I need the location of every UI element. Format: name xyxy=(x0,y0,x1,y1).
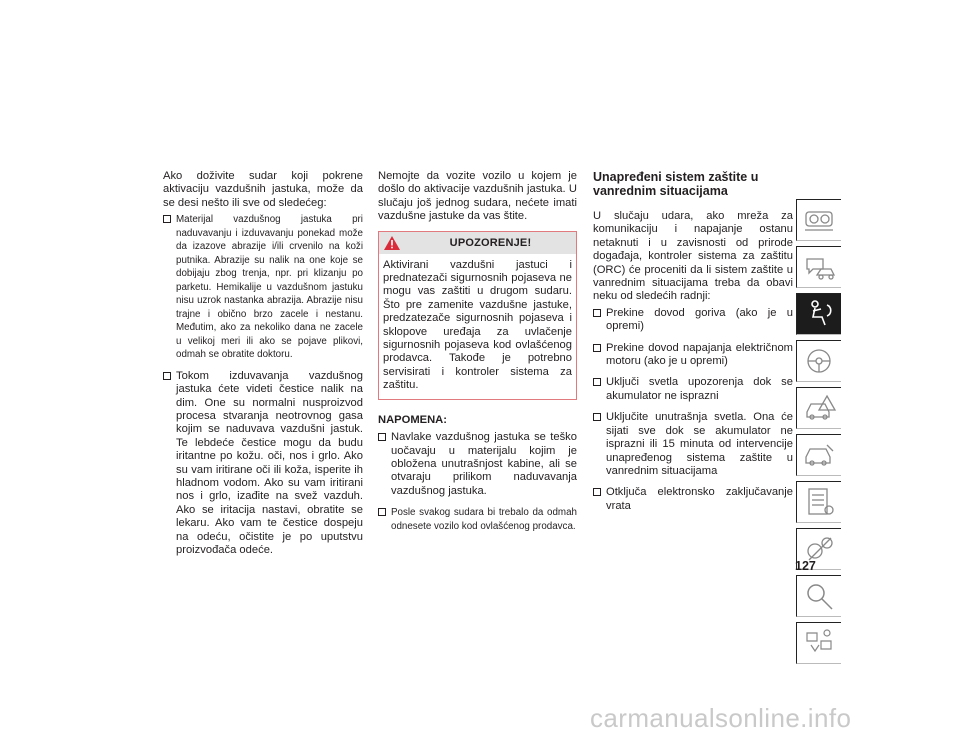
list-item xyxy=(163,370,363,558)
left-column xyxy=(163,170,363,565)
tab-keys[interactable] xyxy=(796,246,841,288)
warning-triangle-icon xyxy=(384,236,400,250)
list-item xyxy=(593,486,793,513)
notes-list xyxy=(378,431,577,533)
warning-text: Aktivirani vazdušni jastuci i prednatezači sigurnosnih pojaseva ne mogu vas zaštiti u drugom sudaru. Što pre zamenite vazdušne jastuke, predzatezače sigurnosnih pojaseva i sklopove uređaja za uvlačenje sigurnosnih pojaseva kod ovlašćenog prodavca. Takođe je potrebno servisirati i kontroler sistema za zaštitu. xyxy=(383,258,572,392)
car-warning-icon xyxy=(803,392,837,424)
square-bullet-icon xyxy=(378,508,386,516)
square-bullet-icon xyxy=(593,309,601,317)
square-bullet-icon xyxy=(593,488,601,496)
tab-languages[interactable] xyxy=(796,622,841,664)
square-bullet-icon xyxy=(163,215,171,223)
list-item xyxy=(163,213,363,362)
list-item-text: Uključite unutrašnja svetla. Ona će sijati sve dok se akumulator ne isprazni ili 15 minuta od intervencije unapređenog sistema zaštite u vanrednim situacijama xyxy=(606,411,793,477)
warning-box xyxy=(378,231,577,400)
languages-icon xyxy=(803,627,837,659)
list-item-text: Prekine dovod napajanja električnom motoru (ako je u opremi) xyxy=(606,341,793,368)
steering-wheel-icon xyxy=(803,345,837,377)
tab-dashboard[interactable] xyxy=(796,199,841,241)
square-bullet-icon xyxy=(378,433,386,441)
list-item-text: Otključa elektronsko zaključavanje vrata xyxy=(606,486,793,512)
chapter-tabs xyxy=(796,199,841,669)
page-number: 127 xyxy=(795,559,816,573)
car-key-message-icon xyxy=(803,251,837,283)
list-item xyxy=(378,506,577,533)
tab-index[interactable] xyxy=(796,575,841,617)
list-item xyxy=(593,376,793,403)
search-index-icon xyxy=(803,580,837,612)
intro-paragraph: Nemojte da vozite vozilo u kojem je došlo do aktivacije vazdušnih jastuka. U slučaju još jednog sudara, nećete imati vazdušne jastuke da vas štite. xyxy=(378,170,577,223)
watermark: carmanualsonline.info xyxy=(590,703,852,733)
intro-paragraph: Ako doživite sudar koji pokrene aktivaciju vazdušnih jastuka, može da se desi nešto ili sve od sledećeg: xyxy=(163,170,363,209)
list-item xyxy=(593,411,793,478)
section-heading: Unapređeni sistem zaštite u vanrednim situacijama xyxy=(593,170,759,198)
square-bullet-icon xyxy=(593,413,601,421)
seated-airbag-person-icon xyxy=(803,298,837,330)
maintenance-list-icon xyxy=(803,486,837,518)
effects-list xyxy=(163,213,363,557)
tab-driving[interactable] xyxy=(796,340,841,382)
note-title: NAPOMENA: xyxy=(378,413,447,426)
car-dashboard-icon xyxy=(803,204,837,236)
list-item-text: Uključi svetla upozorenja dok se akumulator ne isprazni xyxy=(606,376,793,402)
intro-paragraph: U slučaju udara, ako mreža za komunikaciju i napajanje ostanu netaknuti i u zavisnosti od prirode događaja, kontroler sistema za zaštitu (ORC) će proceniti da li sistem zaštite u vanrednim situacijama treba da obavi neku od sledećih radnji: xyxy=(593,210,793,303)
list-item-text: Materijal vazdušnog jastuka pri naduvavanju i izduvavanju ponekad može da izazove abrazije i/ili crvenilo na koži putnika. Abrazije su nalik na one koje se dobijaju zbog trenja, npr. pri klizanju po parketu. Hemikalije u vazdušnom jastuku nisu uzrok nastanka abrazija. Abrazije nisu trajne i obično brzo zacele i nestanu. Međutim, ako za nekoliko dana ne zacele u velikoj meri ili ako se pojave plikovi, odmah se obratite doktoru. xyxy=(176,214,363,361)
middle-column xyxy=(378,170,577,541)
actions-list xyxy=(593,307,793,513)
list-item-text: Navlake vazdušnog jastuka se teško uočavaju u materijalu kojim je obložena unutrašnjost kabine, ali se otvaraju prilikom naduvavanja vazdušnog jastuka. xyxy=(391,431,577,497)
list-item-text: Prekine dovod goriva (ako je u opremi) xyxy=(606,306,793,333)
tab-emergency[interactable] xyxy=(796,387,841,429)
warning-header xyxy=(379,232,576,254)
warning-title: UPOZORENJE! xyxy=(449,236,532,249)
tab-service[interactable] xyxy=(796,434,841,476)
list-item-text: Tokom izduvavanja vazdušnog jastuka ćete videti čestice nalik na dim. One su normalni nusproizvod procesa stvaranja neotrovnog gasa kojim se naduvava vazdušni jastuk. Te lebdeće čestice mogu da budu iritantne po kožu. oči, nos i grlo. Ako su vam iritirane oči ili koža, isperite ih hladnom vodom. Ako su vam iritirani nos i grlo, izađite na svež vazduh. Ako se iritacija nastavi, obratite se lekaru. Ako vam te čestice dospeju na odeću, očistite je po uputstvu proizvođača odeće. xyxy=(176,369,363,556)
right-column xyxy=(593,170,793,521)
list-item-text: Posle svakog sudara bi trebalo da odmah odnesete vozilo kod ovlašćenog prodavca. xyxy=(391,507,577,532)
square-bullet-icon xyxy=(163,372,171,380)
list-item xyxy=(378,431,577,498)
list-item xyxy=(593,342,793,369)
list-item xyxy=(593,307,793,334)
tab-safety[interactable] xyxy=(796,293,841,335)
tab-maintenance[interactable] xyxy=(796,481,841,523)
square-bullet-icon xyxy=(593,344,601,352)
car-service-icon xyxy=(803,439,837,471)
square-bullet-icon xyxy=(593,378,601,386)
